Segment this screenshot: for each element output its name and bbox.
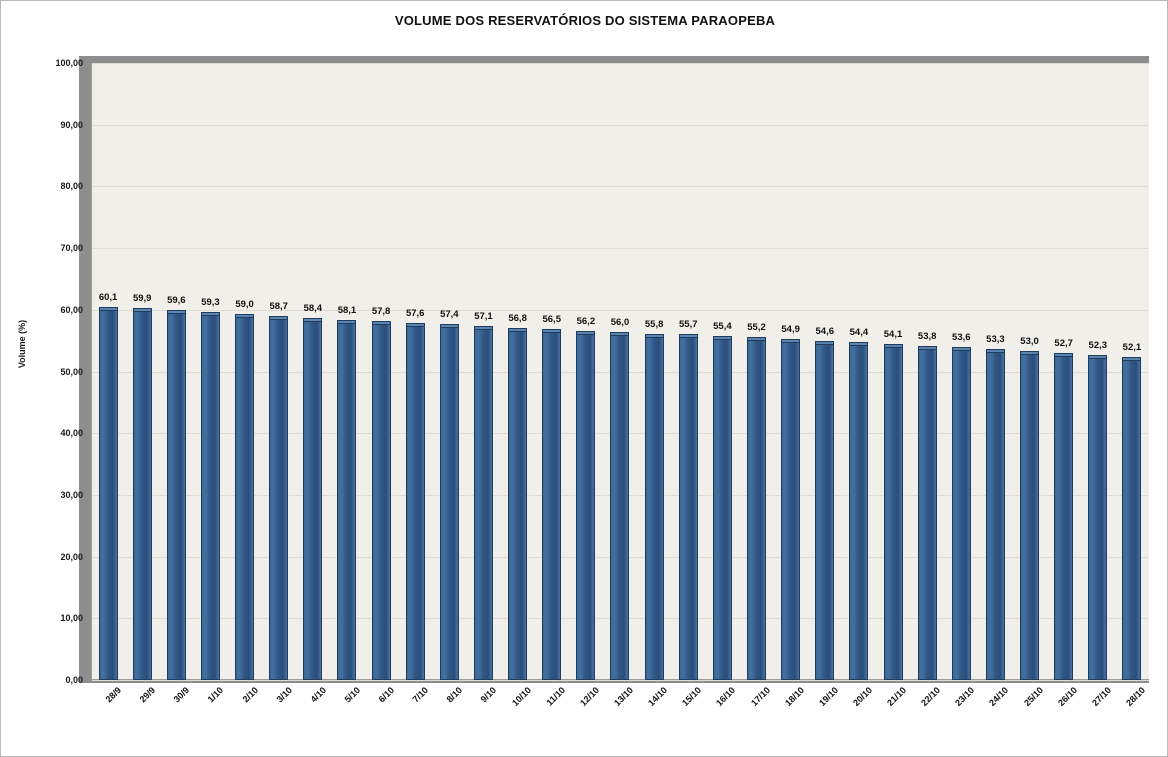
bar-value-label: 60,1 xyxy=(98,292,118,304)
bar-slot xyxy=(193,63,227,680)
bar-top-face xyxy=(1122,357,1141,361)
bar-slot xyxy=(808,63,842,680)
x-tick-label: 16/10 xyxy=(714,685,738,709)
bar-value-label: 57,4 xyxy=(440,308,459,320)
bar-slot xyxy=(296,63,330,680)
bar[interactable] xyxy=(918,348,937,680)
x-tick-label: 6/10 xyxy=(376,685,397,705)
bar-value-label: 56,8 xyxy=(508,312,527,324)
bar-slot xyxy=(91,63,125,680)
bar-slot xyxy=(501,63,535,680)
y-axis-tick-labels xyxy=(27,58,83,685)
bar-series xyxy=(91,63,1149,680)
bar[interactable] xyxy=(1122,359,1141,680)
bar-top-face xyxy=(406,323,425,327)
bar-slot xyxy=(705,63,739,680)
bar[interactable] xyxy=(986,351,1005,680)
bar-top-face xyxy=(576,331,595,335)
x-tick-label: 12/10 xyxy=(577,685,601,709)
x-tick-label: 11/10 xyxy=(544,685,567,708)
bar-value-label: 59,0 xyxy=(235,298,254,310)
bar-value-label: 55,8 xyxy=(644,318,664,330)
bar-top-face xyxy=(235,314,254,318)
x-tick-label: 10/10 xyxy=(509,685,533,709)
bar-top-face xyxy=(815,341,834,345)
bar-value-label: 55,4 xyxy=(713,321,732,333)
gridline xyxy=(92,680,1149,681)
bar-top-face xyxy=(201,312,220,316)
x-tick-label: 5/10 xyxy=(342,685,363,705)
bar-top-face xyxy=(133,308,152,312)
bar-value-label: 54,9 xyxy=(781,324,800,336)
y-tick-label: 80,00 xyxy=(60,181,83,192)
bar-top-face xyxy=(918,346,937,350)
bar-slot xyxy=(671,63,705,680)
y-tick-label: 20,00 xyxy=(60,551,83,562)
x-tick-label: 28/10 xyxy=(1123,685,1147,709)
bar-slot xyxy=(330,63,364,680)
bar-value-label: 58,7 xyxy=(269,300,288,312)
y-tick-label: 70,00 xyxy=(60,243,83,254)
bar-value-label: 52,1 xyxy=(1122,341,1142,353)
bar[interactable] xyxy=(713,338,732,680)
bar-slot xyxy=(739,63,773,680)
bar[interactable] xyxy=(747,339,766,680)
y-tick-label: 50,00 xyxy=(60,366,83,377)
bar-top-face xyxy=(337,320,356,324)
bar[interactable] xyxy=(542,331,561,680)
bar-value-label: 55,2 xyxy=(747,322,766,334)
bar[interactable] xyxy=(781,341,800,680)
bar[interactable] xyxy=(167,312,186,680)
x-tick-label: 13/10 xyxy=(612,685,636,709)
x-axis-tick-labels xyxy=(91,685,1149,745)
bar[interactable] xyxy=(235,316,254,680)
x-tick-label: 9/10 xyxy=(479,685,499,705)
y-tick-label: 10,00 xyxy=(60,613,83,624)
bar-top-face xyxy=(747,337,766,341)
bar-value-label: 56,5 xyxy=(542,314,561,326)
bar-slot xyxy=(364,63,398,680)
bar[interactable] xyxy=(269,318,288,680)
bar-slot xyxy=(944,63,978,680)
x-tick-label: 15/10 xyxy=(680,685,704,709)
bar[interactable] xyxy=(474,328,493,680)
x-tick-label: 20/10 xyxy=(850,685,874,709)
bar-top-face xyxy=(986,349,1005,353)
bar-slot xyxy=(432,63,466,680)
bar-top-face xyxy=(679,334,698,338)
bar-value-label: 54,4 xyxy=(849,327,869,339)
x-tick-label: 24/10 xyxy=(987,685,1011,709)
bar-top-face xyxy=(269,316,288,320)
bar-slot xyxy=(125,63,159,680)
bar[interactable] xyxy=(201,314,220,680)
bar-value-label: 57,6 xyxy=(405,307,425,319)
x-tick-label: 22/10 xyxy=(919,685,943,709)
x-tick-label: 4/10 xyxy=(308,685,328,705)
bar-slot xyxy=(535,63,569,680)
bar-slot xyxy=(159,63,193,680)
bar-top-face xyxy=(781,339,800,343)
bar-slot xyxy=(774,63,808,680)
bar-slot xyxy=(842,63,876,680)
bar-value-label: 58,1 xyxy=(337,304,357,316)
x-tick-label: 17/10 xyxy=(748,685,772,709)
bar-slot xyxy=(637,63,671,680)
bar[interactable] xyxy=(406,325,425,680)
bar[interactable] xyxy=(645,336,664,680)
bar[interactable] xyxy=(337,322,356,680)
bar[interactable] xyxy=(1088,357,1107,680)
bar-slot xyxy=(1012,63,1046,680)
y-tick-label: 60,00 xyxy=(60,304,83,315)
bar[interactable] xyxy=(99,309,118,680)
x-tick-label: 26/10 xyxy=(1055,685,1079,709)
bar[interactable] xyxy=(815,343,834,680)
bar-top-face xyxy=(610,332,629,336)
bar-value-label: 58,4 xyxy=(303,302,323,314)
bar-value-label: 52,3 xyxy=(1088,340,1108,352)
x-tick-label: 2/10 xyxy=(240,685,260,705)
bar-value-label: 53,6 xyxy=(952,332,971,344)
x-tick-label: 7/10 xyxy=(410,685,431,705)
bar[interactable] xyxy=(133,310,152,680)
bar-value-label: 52,7 xyxy=(1054,337,1073,349)
bar-value-label: 59,6 xyxy=(167,295,186,307)
bar-top-face xyxy=(1088,355,1107,359)
bar-top-face xyxy=(952,347,971,351)
bar-value-label: 59,3 xyxy=(201,297,220,309)
x-tick-label: 25/10 xyxy=(1021,685,1045,709)
bar-top-face xyxy=(440,324,459,328)
bar-top-face xyxy=(713,336,732,340)
x-tick-label: 18/10 xyxy=(782,685,806,709)
bar-value-label: 53,3 xyxy=(986,334,1005,346)
x-tick-label: 28/9 xyxy=(103,685,124,705)
bar[interactable] xyxy=(372,323,391,680)
bar[interactable] xyxy=(303,320,322,680)
bar[interactable] xyxy=(508,330,527,680)
bar-top-face xyxy=(474,326,493,330)
bar-slot xyxy=(228,63,262,680)
bar-top-face xyxy=(849,342,868,346)
x-tick-label: 27/10 xyxy=(1089,685,1113,709)
bar[interactable] xyxy=(884,346,903,680)
bar[interactable] xyxy=(610,334,629,680)
bar-value-label: 55,7 xyxy=(679,319,698,331)
bar-slot xyxy=(910,63,944,680)
bar-value-label: 56,0 xyxy=(610,317,630,329)
x-tick-label: 21/10 xyxy=(885,685,909,709)
bar[interactable] xyxy=(440,326,459,680)
bar-slot xyxy=(876,63,910,680)
x-tick-label: 3/10 xyxy=(274,685,294,705)
bar-top-face xyxy=(1054,353,1073,357)
x-tick-label: 29/9 xyxy=(137,685,158,705)
bar-value-label: 53,0 xyxy=(1020,336,1039,347)
bar[interactable] xyxy=(849,344,868,680)
bar-slot xyxy=(1081,63,1115,680)
bar-slot xyxy=(398,63,432,680)
bar-value-label: 57,8 xyxy=(371,306,391,318)
bar[interactable] xyxy=(576,333,595,680)
bar-value-label: 54,6 xyxy=(815,326,835,338)
y-tick-label: 40,00 xyxy=(60,428,83,439)
bar-slot xyxy=(466,63,500,680)
bar-top-face xyxy=(645,334,664,338)
bar-value-label: 59,9 xyxy=(132,293,152,305)
bar-value-label: 54,1 xyxy=(883,329,903,341)
bar-top-face xyxy=(167,310,186,314)
bar-slot xyxy=(1047,63,1081,680)
bar-slot xyxy=(603,63,637,680)
bar-top-face xyxy=(99,307,118,311)
bar-value-label: 53,8 xyxy=(917,331,937,343)
bar-top-face xyxy=(1020,351,1039,355)
x-tick-label: 8/10 xyxy=(444,685,465,705)
bar[interactable] xyxy=(1020,353,1039,680)
bar-slot xyxy=(1115,63,1149,680)
bar[interactable] xyxy=(1054,355,1073,680)
bar-slot xyxy=(978,63,1012,680)
y-tick-label: 0,00 xyxy=(65,675,83,685)
chart-title: VOLUME DOS RESERVATÓRIOS DO SISTEMA PARAOPEBA xyxy=(394,13,776,28)
bar-slot xyxy=(262,63,296,680)
y-tick-label: 90,00 xyxy=(60,119,83,130)
bar-slot xyxy=(569,63,603,680)
bar[interactable] xyxy=(679,336,698,680)
bar-value-label: 57,1 xyxy=(474,310,493,322)
y-tick-label: 100,00 xyxy=(55,58,83,68)
y-axis-title: Volume (%) xyxy=(17,319,27,369)
x-tick-label: 1/10 xyxy=(206,685,226,705)
bar-top-face xyxy=(542,329,561,333)
bar[interactable] xyxy=(952,349,971,680)
bar-top-face xyxy=(372,321,391,325)
x-tick-label: 14/10 xyxy=(646,685,670,709)
bar-top-face xyxy=(303,318,322,322)
y-tick-label: 30,00 xyxy=(60,489,83,500)
bar-value-label: 56,2 xyxy=(576,316,596,328)
bar-top-face xyxy=(884,344,903,348)
x-tick-label: 19/10 xyxy=(816,685,840,709)
x-tick-label: 23/10 xyxy=(953,685,977,709)
x-tick-label: 30/9 xyxy=(171,685,192,705)
bar-top-face xyxy=(508,328,527,332)
